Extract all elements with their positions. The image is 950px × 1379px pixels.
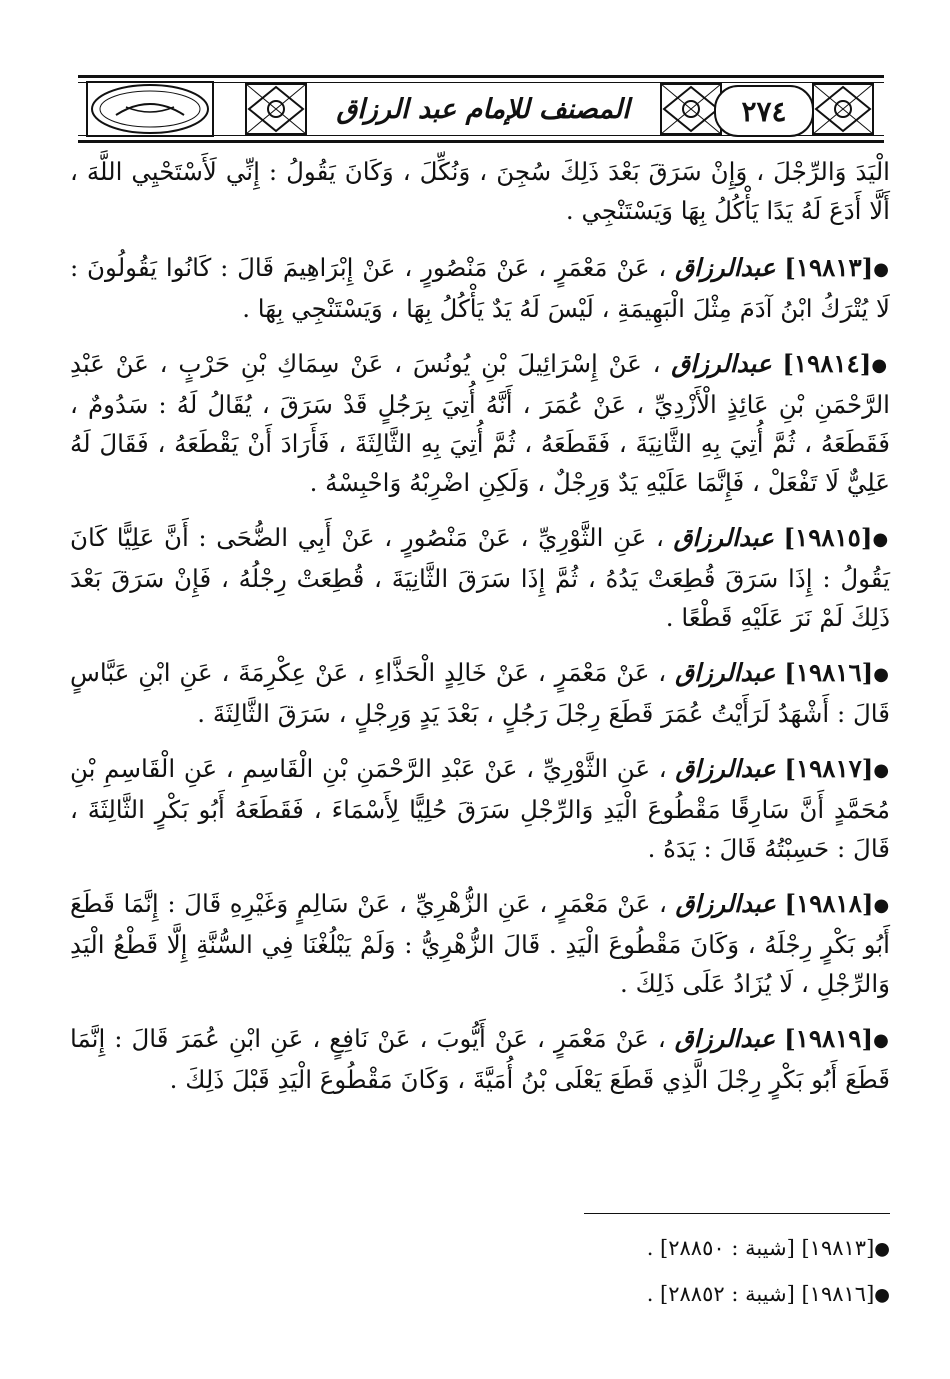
running-title: المصنف للإمام عبد الرزاق (318, 85, 648, 133)
bullet-icon: ● (873, 259, 890, 280)
hadith-text: ، عَنْ مَعْمَرٍ ، عَنْ مَنْصُورٍ ، عَنْ إِبْرَاهِيمَ قَالَ : كَانُوا يَقُولُونَ : لَا يُتْرَكُ ابْنُ آدَمَ مِثْلَ الْبَهِيمَةِ ، لَيْسَ لَهُ يَدٌ يَأْكُلُ بِهَا ، وَيَسْتَنْجِي بِهَا . (70, 253, 890, 323)
footnote-text: [١٩٨١٦] [شيبة : ٢٨٨٥٢] . (646, 1281, 875, 1306)
bullet-icon: ● (874, 1284, 890, 1305)
hadith-text: ، عَنِ الثَّوْرِيِّ ، عَنْ عَبْدِ الرَّحْمَنِ بْنِ الْقَاسِمِ ، عَنِ الْقَاسِمِ بْنِ مُحَمَّدٍ أَنَّ سَارِقًا مَقْطُوعَ الْيَدِ وَالرِّجْلِ سَرَقَ حُلِيًّا لِأَسْمَاءَ ، فَقَطَعَهُ أَبُو بَكْرٍ الثَّالِثَةَ ، قَالَ : حَسِبْتُهُ قَالَ : يَدَهُ . (70, 754, 890, 863)
main-text (70, 152, 890, 1115)
footnote-separator (584, 1213, 890, 1214)
hadith-entry (70, 653, 890, 733)
hadith-entry (70, 248, 890, 328)
page-header (78, 75, 884, 143)
bullet-icon: ● (873, 895, 890, 916)
hadith-author: عبدالرزاق (675, 658, 776, 687)
bullet-icon: ● (874, 1238, 890, 1260)
hadith-author: عبدالرزاق (671, 349, 772, 378)
hadith-text: ، عَنْ إِسْرَائِيلَ بْنِ يُونُسَ ، عَنْ سِمَاكِ بْنِ حَرْبٍ ، عَنْ عَبْدِ الرَّحْمَنِ بْنِ عَائِذٍ الْأَزْدِيِّ ، عَنْ عُمَرَ ، أَنَّهُ أُتِيَ بِرَجُلٍ قَدْ سَرَقَ ، يُقَالُ لَهُ : سَدُومٌ ، فَقَطَعَهُ ، ثُمَّ أُتِيَ بِهِ الثَّانِيَةَ ، فَقَطَعَهُ ، ثُمَّ أُتِيَ بِهِ الثَّالِثَةَ ، فَأَرَادَ أَنْ يَقْطَعَهُ ، فَقَالَ لَهُ عَلِيٌّ لَا تَفْعَلْ ، فَإِنَّمَا عَلَيْهِ يَدٌ وَرِجْلٌ ، وَلَكِنِ اضْرِبْهُ وَاحْبِسْهُ . (70, 349, 890, 497)
bullet-icon: ● (871, 355, 890, 376)
footnotes (500, 1226, 890, 1317)
ornament-icon (241, 79, 311, 139)
hadith-number: [١٩٨١٧] (784, 754, 874, 783)
page-number: ٢٧٤ (714, 85, 814, 137)
hadith-number: [١٩٨١٨] (784, 889, 874, 918)
hadith-entry (70, 749, 890, 868)
ornament-icon (808, 79, 878, 139)
hadith-author: عبدالرزاق (675, 754, 776, 783)
bullet-icon: ● (873, 760, 890, 781)
bullet-icon: ● (872, 529, 890, 550)
hadith-entry (70, 518, 890, 637)
footnote-text: [١٩٨١٣] [شيبة : ٢٨٨٥٠] . (646, 1236, 875, 1260)
hadith-number: [١٩٨١٦] (784, 658, 874, 687)
hadith-text: ، عَنْ مَعْمَرٍ ، عَنْ خَالِدٍ الْحَذَّاءِ ، عَنْ عِكْرِمَةَ ، عَنِ ابْنِ عَبَّاسٍ قَالَ : أَشْهَدُ لَرَأَيْتُ عُمَرَ قَطَعَ رِجْلَ رَجُلٍ ، بَعْدَ يَدٍ وَرِجْلٍ ، سَرَقَ الثَّالِثَةَ . (70, 658, 890, 728)
hadith-text: ، عَنْ مَعْمَرٍ ، عَنِ الزُّهْرِيِّ ، عَنْ سَالِمٍ وَغَيْرِهِ قَالَ : إِنَّمَا قَطَعَ أَبُو بَكْرٍ رِجْلَهُ ، وَكَانَ مَقْطُوعَ الْيَدِ . قَالَ الزُّهْرِيُّ : وَلَمْ يَبْلُغْنَا فِي السُّنَّةِ إِلَّا قَطْعُ الْيَدِ وَالرِّجْلِ ، لَا يُزَادُ عَلَى ذَلِكَ . (70, 889, 890, 998)
book-seal-icon (86, 81, 214, 137)
hadith-author: عبدالرزاق (675, 889, 776, 918)
hadith-number: [١٩٨١٣] (784, 253, 874, 282)
hadith-text: ، عَنِ الثَّوْرِيِّ ، عَنْ مَنْصُورٍ ، عَنْ أَبِي الضُّحَى : أَنَّ عَلِيًّا كَانَ يَقُولُ : إِذَا سَرَقَ قُطِعَتْ يَدُهُ ، ثُمَّ إِذَا سَرَقَ الثَّانِيَةَ ، قُطِعَتْ رِجْلُهُ ، فَإِنْ سَرَقَ بَعْدَ ذَلِكَ لَمْ نَرَ عَلَيْهِ قَطْعًا . (70, 523, 890, 632)
hadith-author: عبدالرزاق (673, 523, 774, 552)
continued-paragraph: الْيَدَ وَالرِّجْلَ ، وَإِنْ سَرَقَ بَعْدَ ذَلِكَ سُجِنَ ، وَنُكِّلَ ، وَكَانَ يَقُولُ : إِنِّي لَأَسْتَحْيِي اللَّهَ ، أَلَّا أَدَعَ لَهُ يَدًا يَأْكُلُ بِهَا وَيَسْتَنْجِي . (70, 157, 890, 225)
hadith-entry (70, 344, 890, 502)
footnote-item (500, 1226, 890, 1272)
hadith-author: عبدالرزاق (675, 253, 776, 282)
bullet-icon: ● (873, 664, 890, 685)
hadith-text: ، عَنْ مَعْمَرٍ ، عَنْ أَيُّوبَ ، عَنْ نَافِعٍ ، عَنِ ابْنِ عُمَرَ قَالَ : إِنَّمَا قَطَعَ أَبُو بَكْرٍ رِجْلَ الَّذِي قَطَعَ يَعْلَى بْنُ أُمَيَّةَ ، وَكَانَ مَقْطُوعَ الْيَدِ قَبْلَ ذَلِكَ . (70, 1024, 890, 1094)
hadith-entry (70, 1019, 890, 1099)
hadith-number: [١٩٨١٥] (783, 523, 873, 552)
hadith-entry (70, 884, 890, 1003)
hadith-number: [١٩٨١٩] (784, 1024, 874, 1053)
hadith-author: عبدالرزاق (674, 1024, 776, 1053)
hadith-number: [١٩٨١٤] (782, 349, 872, 378)
footnote-item (500, 1272, 890, 1318)
bullet-icon: ● (873, 1030, 890, 1051)
